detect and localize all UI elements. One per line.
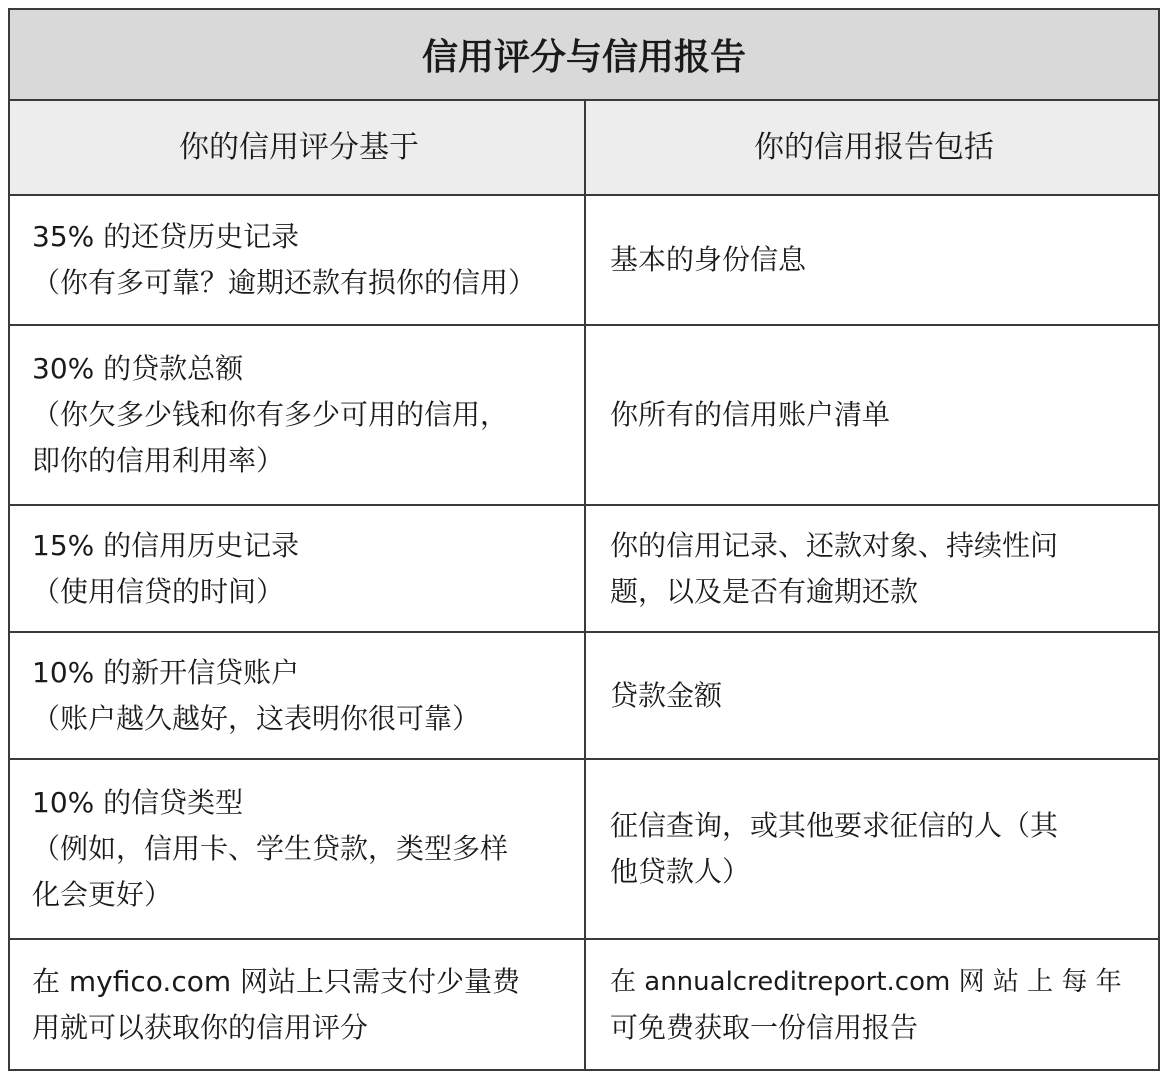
cell-line: 化会更好）: [32, 878, 173, 911]
header-right: 你的信用报告包括: [754, 129, 994, 165]
report-item-cell: [586, 506, 1158, 631]
table-row: [10, 760, 1158, 940]
score-factor-cell: [10, 326, 586, 504]
cell-line: （你欠多少钱和你有多少可用的信用，: [32, 398, 509, 431]
report-item-cell: [586, 760, 1158, 938]
report-item-cell: [586, 326, 1158, 504]
credit-table: [8, 8, 1160, 1071]
report-item-cell: [586, 196, 1158, 324]
table-row: [10, 196, 1158, 326]
cell-line: 用就可以获取你的信用评分: [32, 1010, 369, 1044]
cell-line: （账户越久越好，这表明你很可靠）: [32, 701, 481, 735]
header-row: [10, 101, 1158, 196]
cell-line: 题，以及是否有逾期还款: [610, 574, 919, 608]
cell-line: 贷款金额: [610, 678, 723, 712]
cell-line: 他贷款人）: [610, 855, 751, 888]
cell-line: （使用信贷的时间）: [32, 574, 285, 608]
table-row: [10, 326, 1158, 506]
score-factor-cell: [10, 760, 586, 938]
score-factor-cell: [10, 633, 586, 758]
cell-line: 基本的身份信息: [610, 243, 807, 276]
cell-line: 35% 的还贷历史记录: [32, 220, 300, 253]
table-row: [10, 633, 1158, 760]
report-item-cell: [586, 633, 1158, 758]
table-row: [10, 506, 1158, 633]
table-row: [10, 940, 1158, 1069]
cell-line: 在 myfico.com 网站上只需支付少量费: [32, 964, 521, 998]
cell-line: （你有多可靠？逾期还款有损你的信用）: [32, 266, 537, 299]
cell-line: 可免费获取一份信用报告: [610, 1010, 919, 1044]
score-factor-cell: [10, 506, 586, 631]
report-item-cell: [586, 940, 1158, 1069]
cell-line: 在 annualcreditreport.com 网 站 上 每 年: [610, 966, 1122, 997]
score-factor-cell: [10, 196, 586, 324]
cell-line: 即你的信用利用率）: [32, 444, 285, 477]
header-left: 你的信用评分基于: [10, 101, 586, 194]
cell-line: 你的信用记录、还款对象、持续性问: [610, 528, 1059, 562]
cell-line: 10% 的新开信贷账户: [32, 655, 300, 689]
cell-line: 15% 的信用历史记录: [32, 528, 300, 562]
cell-line: （例如，信用卡、学生贷款，类型多样: [32, 832, 509, 865]
cell-line: 征信查询，或其他要求征信的人（其: [610, 809, 1059, 842]
table-title: 信用评分与信用报告: [10, 10, 1158, 101]
score-factor-cell: [10, 940, 586, 1069]
cell-line: 30% 的贷款总额: [32, 352, 244, 385]
cell-line: 10% 的信贷类型: [32, 786, 244, 819]
cell-line: 你所有的信用账户清单: [610, 398, 891, 431]
